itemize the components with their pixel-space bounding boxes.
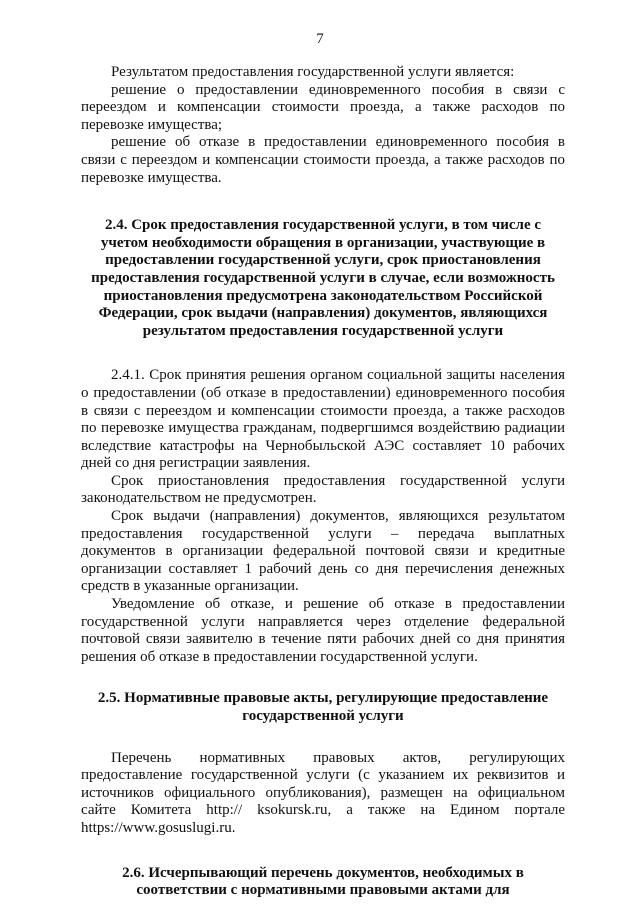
para-legal-acts: Перечень нормативных правовых актов, регулирующих предоставление государственной услуги (с указанием их реквизитов и источников официального опубликования), размещен на официальном сайте Комитета http:// ksokursk.ru, а также на Едином портале https://www.gosuslugi.ru. [81, 749, 565, 836]
para-suspension: Срок приостановления предоставления государственной услуги законодательством не предусмотрен. [81, 472, 565, 507]
page-body [81, 64, 565, 900]
para-2-4-1: 2.4.1. Срок принятия решения органом социальной защиты населения о предоставлении (об отказе в предоставлении) единовременного пособия в связи с переездом и компенсации стоимости проезда, а также расходов по перевозке имущества гражданам, подвергшимся воздействию радиации вследствие катастрофы на Чернобыльской АЭС составляет 10 рабочих дней со дня регистрации заявления. [81, 367, 565, 472]
para-notification: Уведомление об отказе, и решение об отказе в предоставлении государственной услуги направляется через отделение федеральной почтовой связи заявителю в течение пяти рабочих дней со дня принятия решения об отказе в предоставлении государственной услуги. [81, 596, 565, 665]
spacer [81, 838, 565, 865]
heading-2-6: 2.6. Исчерпывающий перечень документов, необходимых в соответствии с нормативными правовыми актами для [122, 864, 524, 899]
spacer [81, 666, 565, 690]
result-intro: Результатом предоставления государственной услуги является: [111, 64, 515, 80]
heading-2-4: 2.4. Срок предоставления государственной услуги, в том числе с учетом необходимости обращения в организации, участвующие в предоставлении государственной услуги, срок приостановления предоставления государственной услуги в случае, если возможность приостановления предусмотрена законодательством Российской Федерации, срок выдачи (направления) документов, являющихся результатом предоставления государственной услуги [91, 217, 555, 339]
spacer [81, 340, 565, 367]
page-number: 7 [316, 31, 324, 47]
result-item-refusal: решение об отказе в предоставлении единовременного пособия в связи с переездом и компенсации стоимости проезда, а также расходов по перевозке имущества. [81, 134, 565, 186]
para-issuance: Срок выдачи (направления) документов, являющихся результатом предоставления государственной услуги – передача выплатных документов в организации федеральной почтовой связи и кредитные организации составляет 1 рабочий день со дня перечисления денежных средств в указанные организации. [81, 508, 565, 595]
result-item-grant: решение о предоставлении единовременного пособия в связи с переездом и компенсации стоимости проезда, а также расходов по перевозке имущества; [81, 81, 565, 133]
heading-2-5: 2.5. Нормативные правовые акты, регулирующие предоставление государственной услуги [97, 690, 549, 724]
spacer [81, 187, 565, 217]
spacer [81, 726, 565, 750]
